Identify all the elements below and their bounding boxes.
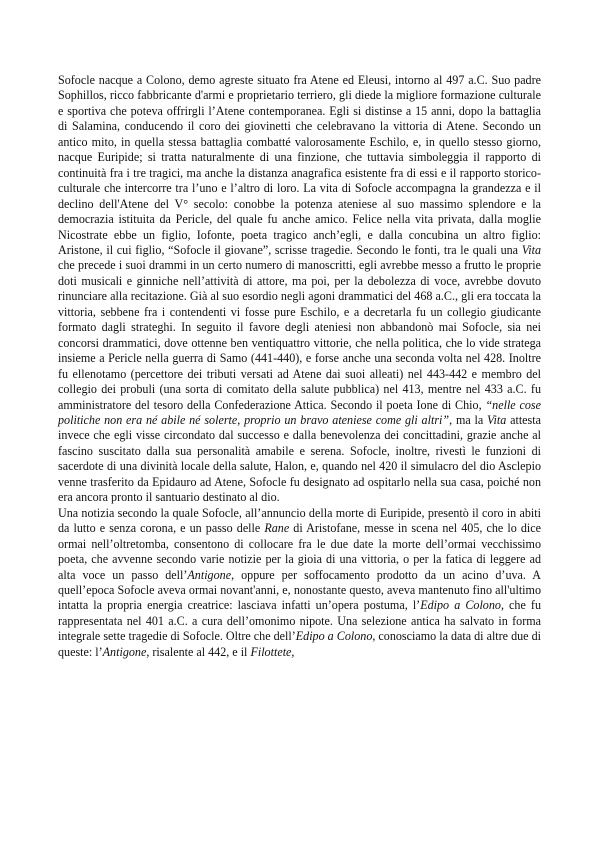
text-run: , oppure per soffocamento prodotto da un acino d’uva. A quell’epoca Sofocle aveva ormai novant'anni, e, nonostante questo, aveva mantenuto fino all'ultimo intatta la propria energia creatrice: lasciava infatti un’opera postuma, l’ [58,567,541,613]
text-run: Una notizia secondo la quale Sofocle, all’annuncio della morte di Euripide, presentò il coro in abiti da lutto e senza corona, e un passo delle [58,505,541,536]
text-run: , conosciamo la data di altre due di queste: l’ [58,629,541,659]
text-run: di Aristofane, messe in scena nel 405, che lo dice ormai nell’oltretomba, consentono di collocare fra le due date la morte dell’ormai vecchissimo poeta, che avvenne secondo varie notizie per la gioia di una vittoria, o per la fatica di leggere ad alta voce un passo dell’ [58,521,541,582]
italic-run: Antigone [187,567,232,582]
italic-run: Vita [521,242,541,257]
italic-run: Antigone, [102,644,150,659]
text-run: , ma la [449,412,488,427]
text-run: che fu rappresentata nel 401 a.C. a cura dell’omonimo nipote. Una selezione antica ha salvato in forma integrale sette tragedie di Sofocle. Oltre che dell’ [58,598,542,644]
paragraph-biography [58,73,541,506]
italic-run: Edipo a Colono, [420,598,504,613]
text-run: risalente al 442, e il [149,644,251,659]
italic-run: “nelle cose politiche non era né abile né solerte, proprio un bravo ateniese come gli altri” [58,397,541,427]
italic-run: Filottete, [250,644,295,659]
text-run: che precede i suoi drammi in un certo numero di manoscritti, egli avrebbe messo a frutto le proprie doti musicali e ginniche nell’attività di attore, ma poi, per la debolezza di voce, avrebbe dovuto rinunciare alla recitazione. Già al suo esordio negli agoni drammatici del 468 a.C., gli era toccata la vittoria, sebbene fra i contendenti vi fosse pure Eschilo, e a decretarla fu un collegio giudicante formato dagli strateghi. In seguito il favore degli ateniesi non abbandonò mai Sofocle, sia nei concorsi drammatici, dove ottenne ben ventiquattro vittorie, che nella politica, che lo vide stratega insieme a Pericle nella guerra di Samo (441-440), e forse anche una seconda volta nel 428. Inoltre fu ellenotamo (percettore dei tributi versati ad Atene dai suoi alleati) nel 443-442 e membro del collegio dei probuli (una sorta di comitato della salute pubblica) nel 413, mentre nel 433 a.C. fu amministratore del tesoro della Confederazione Attica. Secondo il poeta Ione di Chio, [58,258,541,412]
text-run: attesta invece che egli visse circondato dal successo e dalla benevolenza dei concittadini, grazie anche al fascino suscitato dalla sua personalità amabile e serena. Sofocle, inoltre, rivestì le funzioni di sacerdote di una divinità locale della salute, Halon, e, quando nel 420 il simulacro del dio Asclepio venne trasferito da Epidauro ad Atene, Sofocle fu designato ad ospitarlo nella sua casa, poiché non era ancora pronto il santuario destinato al dio. [58,412,541,505]
italic-run: Rane [264,521,290,536]
italic-run: Edipo a Colono [295,629,373,644]
paragraph-death-and-works [58,506,541,661]
document-page [58,73,541,660]
text-run: Sofocle nacque a Colono, demo agreste situato fra Atene ed Eleusi, intorno al 497 a.C. Suo padre Sophillos, ricco fabbricante d'armi e proprietario terriero, gli diede la migliore formazione culturale e sportiva che poteva offrirgli l’Atene contemporanea. Egli si distinse a 15 anni, dopo la battaglia di Salamina, conducendo il coro dei giovinetti che celebravano la vittoria di Atene. Secondo un antico mito, in quella stessa battaglia combatté valorosamente Eschilo, e, in quello stesso giorno, nacque Euripide; si tratta naturalmente di una finzione, che tuttavia simboleggia il rapporto di continuità fra i tre tragici, ma anche la distanza anagrafica esistente fra di essi e il rapporto storico-culturale che intercorre tra l’uno e l’altro di loro. La vita di Sofocle accompagna la grandezza e il declino dell'Atene del V° secolo: conobbe la potenza ateniese al suo massimo splendore e la democrazia istituita da Pericle, del quale fu anche amico. Felice nella vita privata, dalla moglie Nicostrate ebbe un figlio, Iofonte, poeta tragico anch’egli, e dalla concubina un altro figlio: Aristone, il cui figlio, “Sofocle il giovane”, scrisse tragedie. Secondo le fonti, tra le quali una [58,73,541,257]
italic-run: Vita [487,412,507,427]
